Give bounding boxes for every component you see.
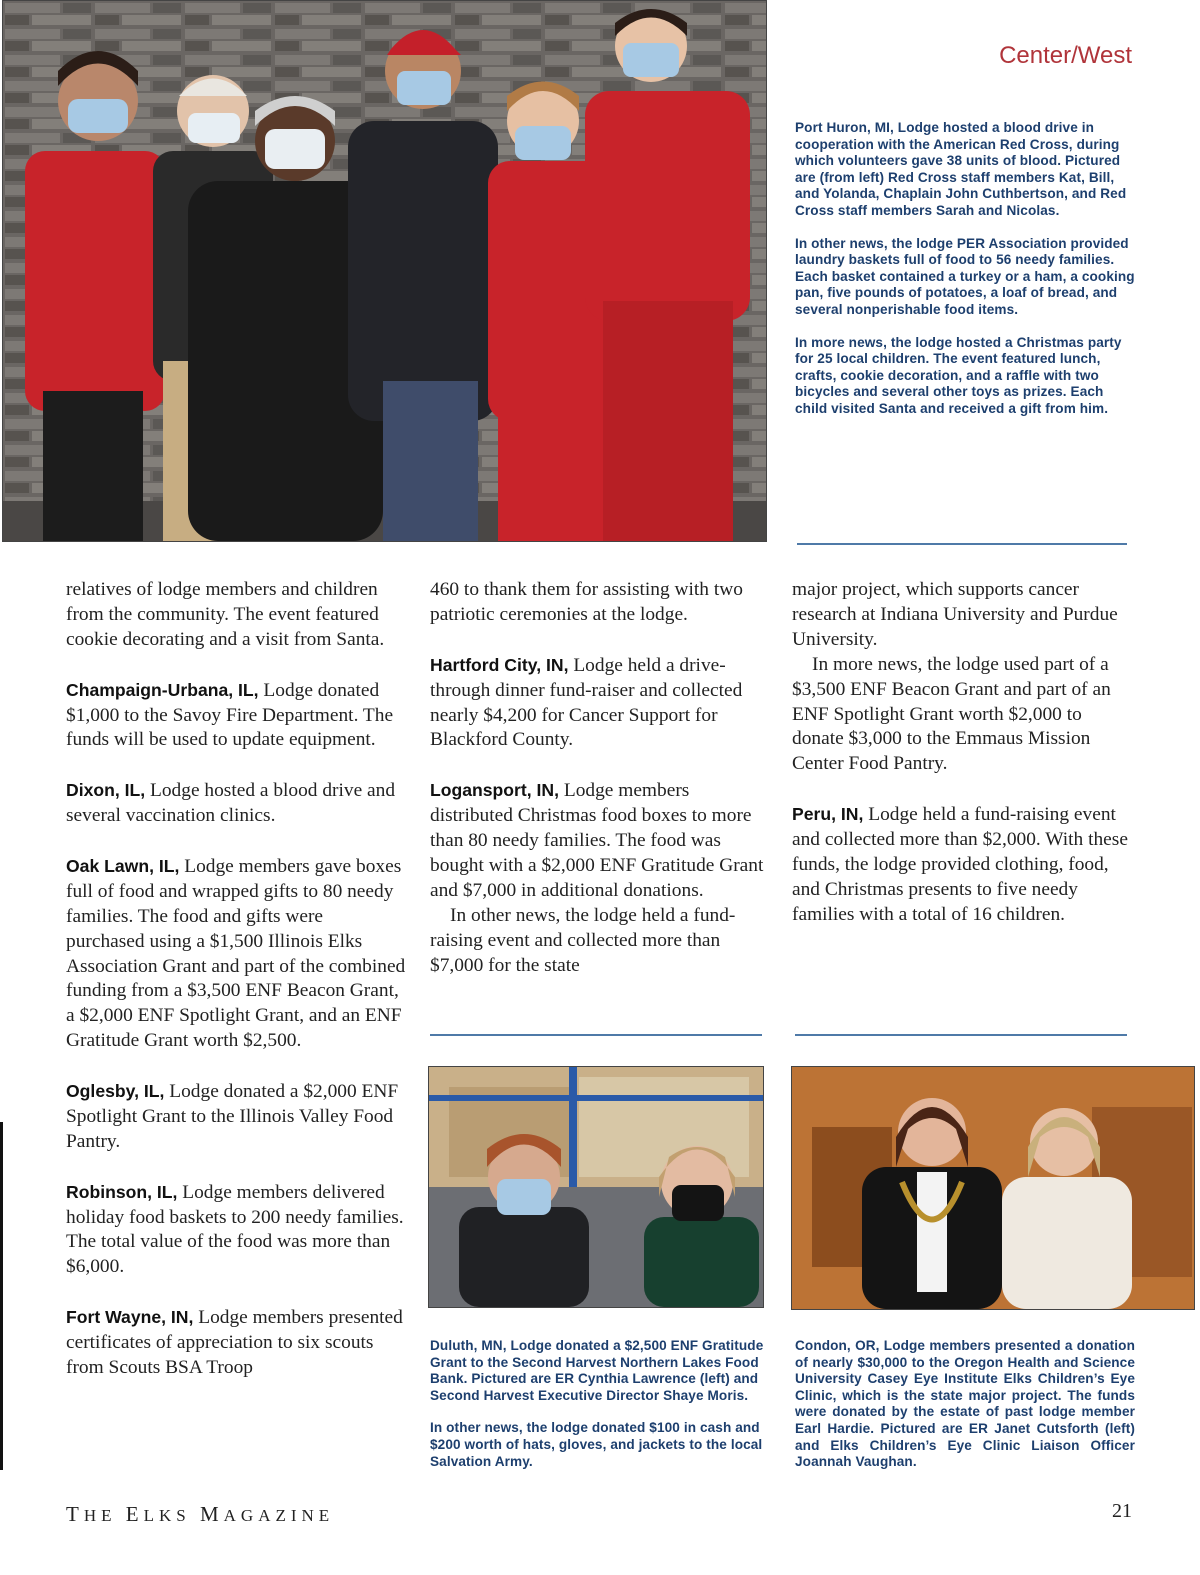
lodge-name: Oglesby, IL, bbox=[66, 1081, 165, 1102]
caption-paragraph: In more news, the lodge hosted a Christmas party for 25 local children. The event featured lunch, crafts, cookie decoration, and a raffle with two bicycles and several other toys as prizes. Each child visited Santa and received a gift from him. bbox=[795, 334, 1122, 416]
lodge-text: Lodge members gave boxes full of food and wrapped gifts to 80 needy families. The food and gifts were purchased using a $1,500 Illinois Elks Association Grant and part of the combined funding from a $3,500 ENF Beacon Grant, a $2,000 ENF Spotlight Grant, and an ENF Gratitude Grant worth $2,500. bbox=[66, 855, 406, 1052]
lodge-entry bbox=[66, 1305, 406, 1381]
lodge-text: Lodge donated a $2,000 ENF Spotlight Grant to the Illinois Valley Food Pantry. bbox=[66, 1081, 399, 1152]
duluth-caption bbox=[430, 1338, 768, 1486]
caption-text: Lodge members presented a donation of nearly $30,000 to the Oregon Health and Science University Casey Eye Institute Elks Children’s Eye Clinic, which is the state major project. The funds were donated by the estate of past lodge member Earl Hardie. Pictured are ER Janet Cutsforth (left) and Elks Children’s Eye Clinic Liaison Officer Joannah Vaughan. bbox=[795, 1338, 1135, 1470]
lodge-entry bbox=[792, 802, 1134, 928]
lodge-text: Lodge hosted a blood drive and several vaccination clinics. bbox=[66, 780, 396, 827]
port-huron-group-photo bbox=[2, 0, 767, 542]
lodge-name: Robinson, IL, bbox=[66, 1181, 178, 1202]
divider-rule bbox=[795, 1034, 1127, 1036]
title-initial: M bbox=[199, 1502, 224, 1526]
caption-paragraph bbox=[430, 1338, 768, 1404]
lodge-name: Peru, IN, bbox=[792, 804, 864, 825]
lodge-entry bbox=[66, 854, 406, 1054]
caption-paragraph: In other news, the lodge PER Association provided laundry baskets full of food to 56 needy families. Each basket contained a turkey or a ham, a cooking pan, five pounds of potatoes, a loaf of bread, and several nonperishable food items. bbox=[795, 235, 1135, 317]
margin-bar bbox=[0, 1122, 3, 1470]
title-part: AGAZINE bbox=[223, 1506, 335, 1525]
lodge-text: Lodge held a drive-through dinner fund-raiser and collected nearly $4,200 for Cancer Support for Blackford County. bbox=[430, 654, 743, 751]
caption-text: Lodge donated a $2,500 ENF Gratitude Grant to the Second Harvest Northern Lakes Food Bank. Pictured are ER Cynthia Lawrence (left) and Second Harvest Executive Director Shaye Moris. bbox=[430, 1338, 764, 1403]
lodge-entry bbox=[430, 778, 768, 904]
caption-paragraph bbox=[795, 1338, 1135, 1471]
lodge-name: Dixon, IL, bbox=[66, 780, 146, 801]
article-paragraph: major project, which supports cancer research at Indiana University and Purdue University. bbox=[792, 579, 1118, 650]
condon-caption bbox=[795, 1338, 1135, 1487]
magazine-title bbox=[66, 1502, 334, 1527]
lodge-entry bbox=[66, 778, 406, 829]
presentation-photo-icon bbox=[792, 1067, 1194, 1309]
article-column-2 bbox=[430, 578, 768, 1003]
title-part: HE bbox=[83, 1506, 126, 1525]
title-part: LKS bbox=[143, 1506, 200, 1525]
section-label: Center/West bbox=[999, 42, 1132, 69]
article-column-3 bbox=[792, 578, 1134, 953]
duluth-photo bbox=[428, 1066, 764, 1308]
lodge-entry bbox=[66, 1180, 406, 1281]
lodge-entry bbox=[66, 678, 406, 754]
caption-lead: Port Huron, MI, bbox=[795, 120, 894, 135]
lodge-text: Lodge members presented certificates of appreciation to six scouts from Scouts BSA Troop bbox=[66, 1307, 403, 1378]
divider-rule bbox=[430, 1034, 762, 1036]
lodge-name: Hartford City, IN, bbox=[430, 654, 569, 675]
caption-text: Lodge hosted a blood drive in cooperation with the American Red Cross, during which volunteers gave 38 units of blood. Pictured are (from left) Red Cross staff members Kat, Bill, and Yolanda, Chaplain John Cuthbertson, and Red Cross staff members Sarah and Nicolas. bbox=[795, 120, 1127, 218]
caption-lead: Condon, OR, bbox=[795, 1338, 880, 1353]
article-column-1 bbox=[66, 578, 406, 1406]
title-initial: E bbox=[125, 1502, 144, 1526]
caption-paragraph bbox=[795, 120, 1135, 220]
lodge-name: Champaign-Urbana, IL, bbox=[66, 679, 259, 700]
article-paragraph: In more news, the lodge used part of a $3,500 ENF Beacon Grant and part of an ENF Spotlight Grant worth $2,000 to donate $3,000 to the Emmaus Mission Center Food Pantry. bbox=[792, 653, 1111, 775]
port-huron-caption bbox=[795, 120, 1135, 434]
lodge-entry bbox=[430, 653, 768, 754]
divider-rule bbox=[797, 543, 1127, 545]
article-paragraph: In other news, the lodge held a fund-raising event and collected more than $7,000 for the state bbox=[430, 904, 736, 976]
title-initial: T bbox=[66, 1502, 84, 1526]
page-number: 21 bbox=[1112, 1500, 1132, 1522]
lodge-name: Logansport, IN, bbox=[430, 780, 560, 801]
article-paragraph: 460 to thank them for assisting with two patriotic ceremonies at the lodge. bbox=[430, 579, 743, 625]
lodge-name: Fort Wayne, IN, bbox=[66, 1307, 194, 1328]
lodge-text: Lodge members delivered holiday food baskets to 200 needy families. The total value of the food was more than $6,000. bbox=[66, 1181, 404, 1278]
group-photo-icon bbox=[3, 1, 766, 541]
lodge-text: Lodge donated $1,000 to the Savoy Fire Department. The funds will be used to update equipment. bbox=[66, 679, 394, 751]
condon-photo bbox=[791, 1066, 1195, 1310]
caption-lead: Duluth, MN, bbox=[430, 1338, 507, 1353]
lodge-name: Oak Lawn, IL, bbox=[66, 855, 180, 876]
caption-paragraph: In other news, the lodge donated $100 in cash and $200 worth of hats, gloves, and jackets to the local Salvation Army. bbox=[430, 1420, 763, 1469]
warehouse-photo-icon bbox=[429, 1067, 763, 1307]
lodge-text: Lodge members distributed Christmas food boxes to more than 80 needy families. The food was bought with a $2,000 ENF Gratitude Grant and $7,000 in additional donations. bbox=[430, 780, 764, 901]
lodge-text: Lodge held a fund-raising event and collected more than $2,000. With these funds, the lodge provided clothing, food, and Christmas presents to five needy families with a total of 16 children. bbox=[792, 804, 1128, 925]
lodge-entry bbox=[66, 1079, 406, 1155]
article-paragraph: relatives of lodge members and children from the community. The event featured cookie decorating and a visit from Santa. bbox=[66, 579, 385, 650]
